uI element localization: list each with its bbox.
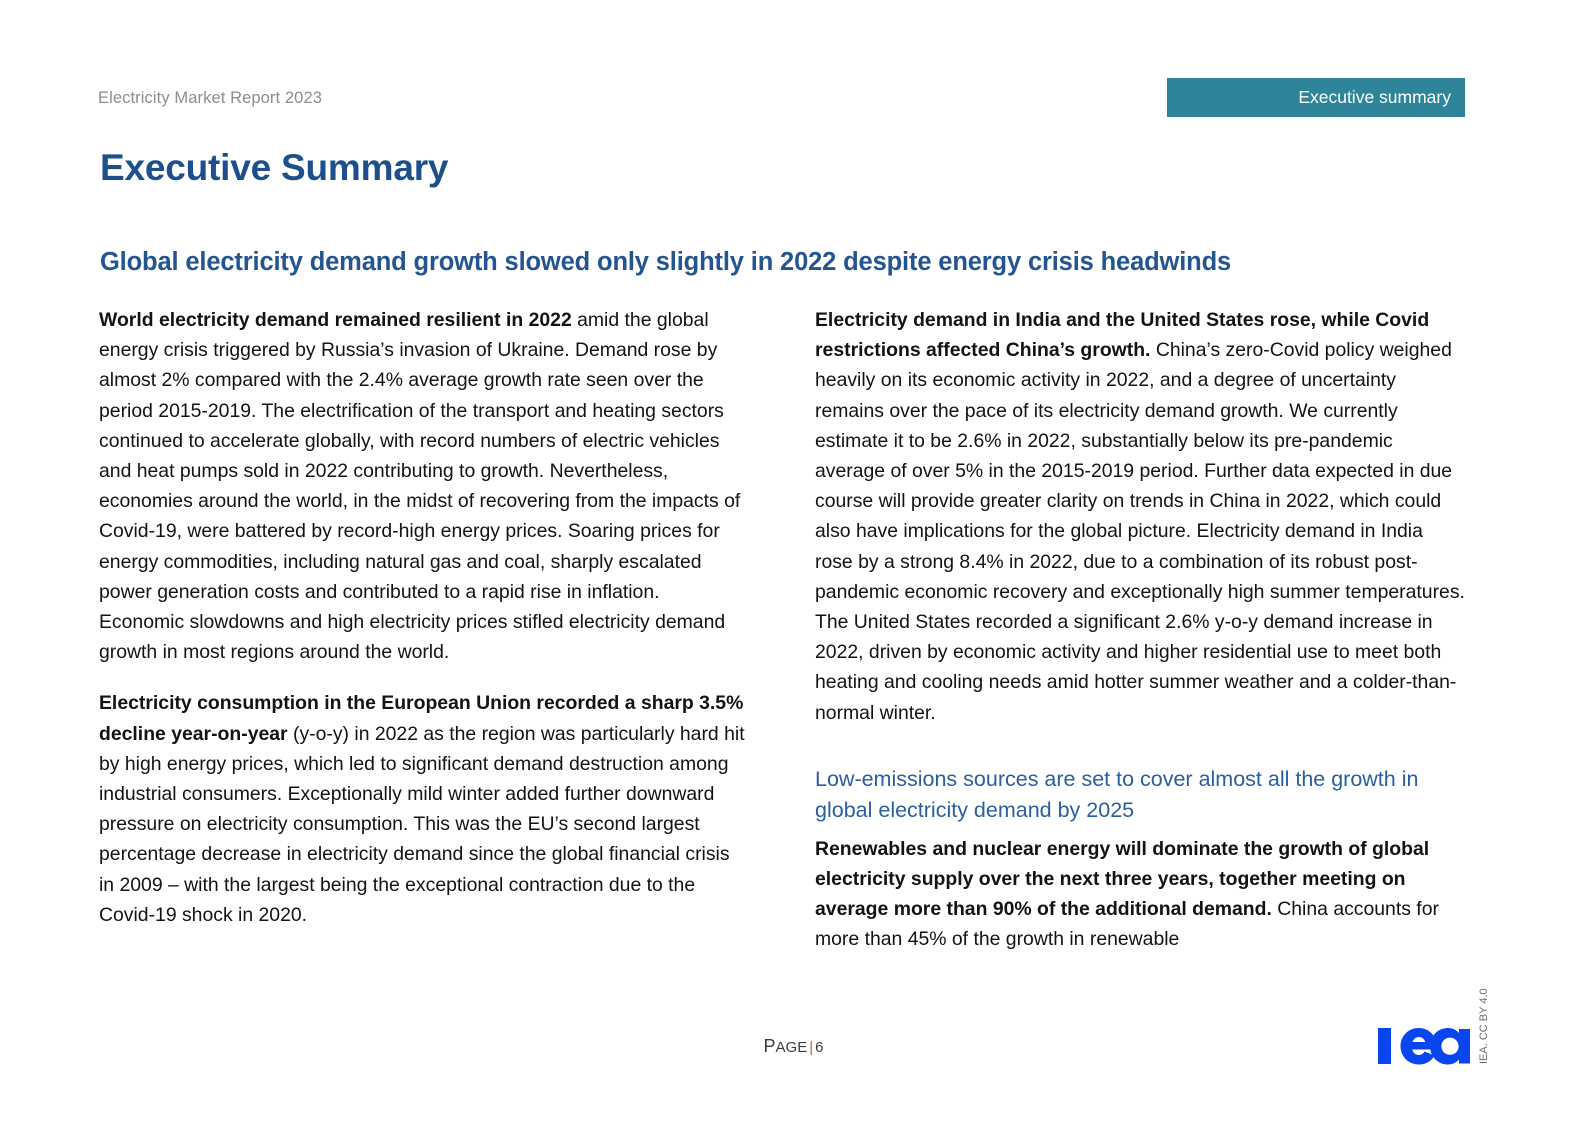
running-header-title: Electricity Market Report 2023 <box>98 89 323 107</box>
iea-logo <box>1378 1018 1470 1066</box>
body-columns <box>0 305 1587 1025</box>
page-label-initial: P <box>763 1036 776 1056</box>
paragraph-body-text: (y-o-y) in 2022 as the region was particularly hard hit by high energy prices, which led to significant demand destruction among industrial consumers. Exceptionally mild winter added further downward pressure on electricity consumption. This was the EU’s second largest percentage decrease in electricity demand since the global financial crisis in 2009 – with the largest being the exceptional contraction due to the Covid-19 shock in 2020. <box>99 722 745 926</box>
page-title: Executive Summary <box>100 147 449 188</box>
paragraph-body-text: amid the global energy crisis triggered by Russia’s invasion of Ukraine. Demand rose by almost 2% compared with the 2.4% average growth rate seen over the period 2015-2019. The electrification of the transport and heating sectors continued to accelerate globally, with record numbers of electric vehicles and heat pumps sold in 2022 contributing to growth. Nevertheless, economies around the world, in the midst of recovering from the impacts of Covid-19, were battered by record-high energy prices. Soaring prices for energy commodities, including natural gas and coal, sharply escalated power generation costs and contributed to a rapid rise in inflation. Economic slowdowns and high electricity prices stifled electricity demand growth in most regions around the world. <box>99 309 741 664</box>
paragraph-lead-bold: World electricity demand remained resilient in 2022 <box>99 309 572 331</box>
left-column <box>99 305 749 951</box>
page-separator: | <box>809 1039 814 1056</box>
paragraph-body-text: China accounts for more than 45% of the growth in renewable <box>815 898 1439 951</box>
paragraph-lead-bold: Electricity demand in India and the United States rose, while Covid restrictions affected China’s growth. <box>815 309 1430 362</box>
page-label-rest: AGE <box>775 1039 808 1056</box>
section-tab-executive-summary <box>1167 78 1465 117</box>
page-number: 6 <box>815 1039 824 1056</box>
paragraph-india-us-china <box>815 305 1465 728</box>
paragraph-world-demand <box>99 305 749 667</box>
paragraph-lead-bold: Electricity consumption in the European Union recorded a sharp 3.5% decline year-on-year <box>99 692 744 745</box>
footer-page-number <box>0 1036 1587 1057</box>
paragraph-body-text: China’s zero-Covid policy weighed heavily on its economic activity in 2022, and a degree of uncertainty remains over the pace of its electricity demand growth. We currently estimate it to be 2.6% in 2022, substantially below its pre-pandemic average of over 5% in the 2015-2019 period. Further data expected in due course will provide greater clarity on trends in China in 2022, which could also have implications for the global picture. Electricity demand in India rose by a strong 8.4% in 2022, due to a combination of its robust post-pandemic economic recovery and exceptionally high summer temperatures. The United States recorded a significant 2.6% y-o-y demand increase in 2022, driven by economic activity and higher residential use to meet both heating and cooling needs amid hotter summer weather and a colder-than-normal winter. <box>815 339 1465 724</box>
copyright-note: IEA. CC BY 4.0 <box>1478 988 1490 1064</box>
paragraph-lead-bold: Renewables and nuclear energy will dominate the growth of global electricity supply over the next three years, together meeting on average more than 90% of the additional demand. <box>815 837 1430 921</box>
paragraph-eu-consumption <box>99 688 749 930</box>
right-column <box>815 305 1465 955</box>
paragraph-renewables-nuclear <box>815 834 1465 955</box>
section-heading: Global electricity demand growth slowed only slightly in 2022 despite energy crisis headwinds <box>100 248 1232 276</box>
section-tab-label: Executive summary <box>1298 87 1451 107</box>
sub-heading-low-emissions: Low-emissions sources are set to cover almost all the growth in global electricity demand by 2025 <box>815 766 1419 822</box>
